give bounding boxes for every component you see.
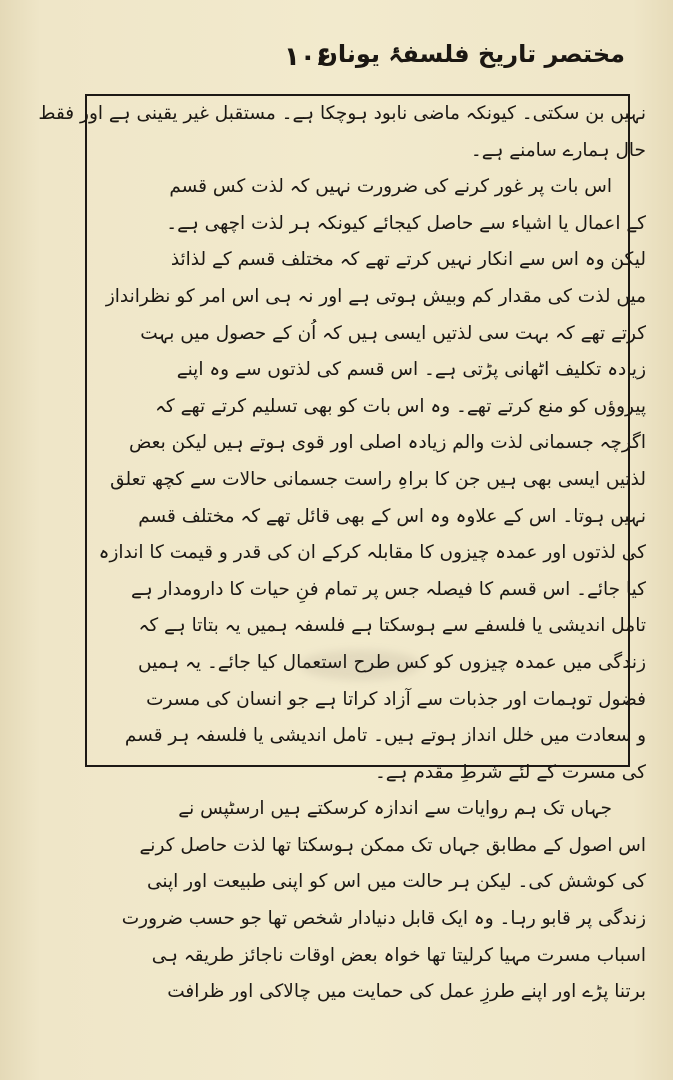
text-line: تامل اندیشی یا فلسفے سے ہوسکتا ہے فلسفہ ہمیں یہ بتاتا ہے کہ: [138, 615, 646, 637]
text-line: لذتیں ایسی بھی ہیں جن کا براہِ راست جسمانی حالات سے کچھ تعلق: [110, 468, 646, 490]
text-line: پیروؤں کو منع کرتے تھے۔ وہ اس بات کو بھی تسلیم کرتے تھے کہ: [155, 395, 646, 417]
text-line: زندگی پر قابو رہا۔ وہ ایک قابل دنیادار شخص تھا جو حسب ضرورت: [121, 908, 646, 930]
text-line: کی کوشش کی۔ لیکن ہر حالت میں اس کو اپنی طبیعت اور اپنی: [147, 871, 646, 893]
text-line: حال ہمارے سامنے ہے۔: [470, 139, 646, 161]
text-line: کرتے تھے کہ بہت سی لذتیں ایسی ہیں کہ اُن کے حصول میں بہت: [140, 322, 646, 344]
text-line: اس اصول کے مطابق جہاں تک ممکن ہوسکتا تھا لذت حاصل کرنے: [139, 834, 646, 856]
text-line: کیا جائے۔ اس قسم کا فیصلہ جس پر تمام فنِ حیات کا دارومدار ہے: [130, 578, 646, 600]
text-line: نہیں ہوتا۔ اس کے علاوہ وہ اس کے بھی قائل تھے کہ مختلف قسم: [138, 505, 646, 527]
text-line: نہیں بن سکتی۔ کیونکہ ماضی نابود ہوچکا ہے۔ مستقبل غیر یقینی ہے اور فقط: [38, 103, 646, 124]
text-line: اس بات پر غور کرنے کی ضرورت نہیں کہ لذت کس قسم: [169, 176, 612, 198]
text-line: اسباب مسرت مہیا کرلیتا تھا خواہ بعض اوقات ناجائز طریقہ ہی: [151, 944, 646, 966]
text-line: برتنا پڑے اور اپنے طرزِ عمل کی حمایت میں چالاکی اور ظرافت: [167, 981, 646, 1003]
text-line: زیادہ تکلیف اٹھانی پڑتی ہے۔ اس قسم کی لذتوں سے وہ اپنے: [176, 359, 646, 381]
text-line: و سعادت میں خلل انداز ہوتے ہیں۔ تامل اندیشی یا فلسفہ ہر قسم: [124, 725, 646, 747]
page-number: ۱۰۶: [284, 42, 332, 72]
page-header: [0, 22, 673, 82]
text-line: زندگی میں عمدہ چیزوں کو کس طرح استعمال کیا جائے۔ یہ ہمیں: [138, 651, 646, 673]
running-title: مختصر تاریخ فلسفۂ یونان: [317, 40, 625, 68]
text-line: کے اعمال یا اشیاء سے حاصل کیجائے کیونکہ ہر لذت اچھی ہے۔: [166, 212, 646, 234]
text-line: میں لذت کی مقدار کم وبیش ہوتی ہے اور نہ ہی اس امر کو نظرانداز: [105, 285, 646, 307]
text-line: فضول توہمات اور جذبات سے آزاد کراتا ہے جو انسان کی مسرت: [146, 688, 646, 710]
text-line: اگرچہ جسمانی لذت والم زیادہ اصلی اور قوی ہوتے ہیں لیکن بعض: [129, 432, 646, 454]
text-line: جہاں تک ہم روایات سے اندازہ کرسکتے ہیں ارسٹپس نے: [178, 798, 612, 820]
text-line: لیکن وہ اس سے انکار نہیں کرتے تھے کہ مختلف قسم کے لذائذ: [170, 249, 646, 271]
body-text: [38, 96, 646, 1011]
text-line: کی مسرت کے لئے شرطِ مقدم ہے۔: [374, 761, 646, 783]
text-line: کی لذتوں اور عمدہ چیزوں کا مقابلہ کرکے ان کی قدر و قیمت کا اندازہ: [98, 542, 646, 564]
